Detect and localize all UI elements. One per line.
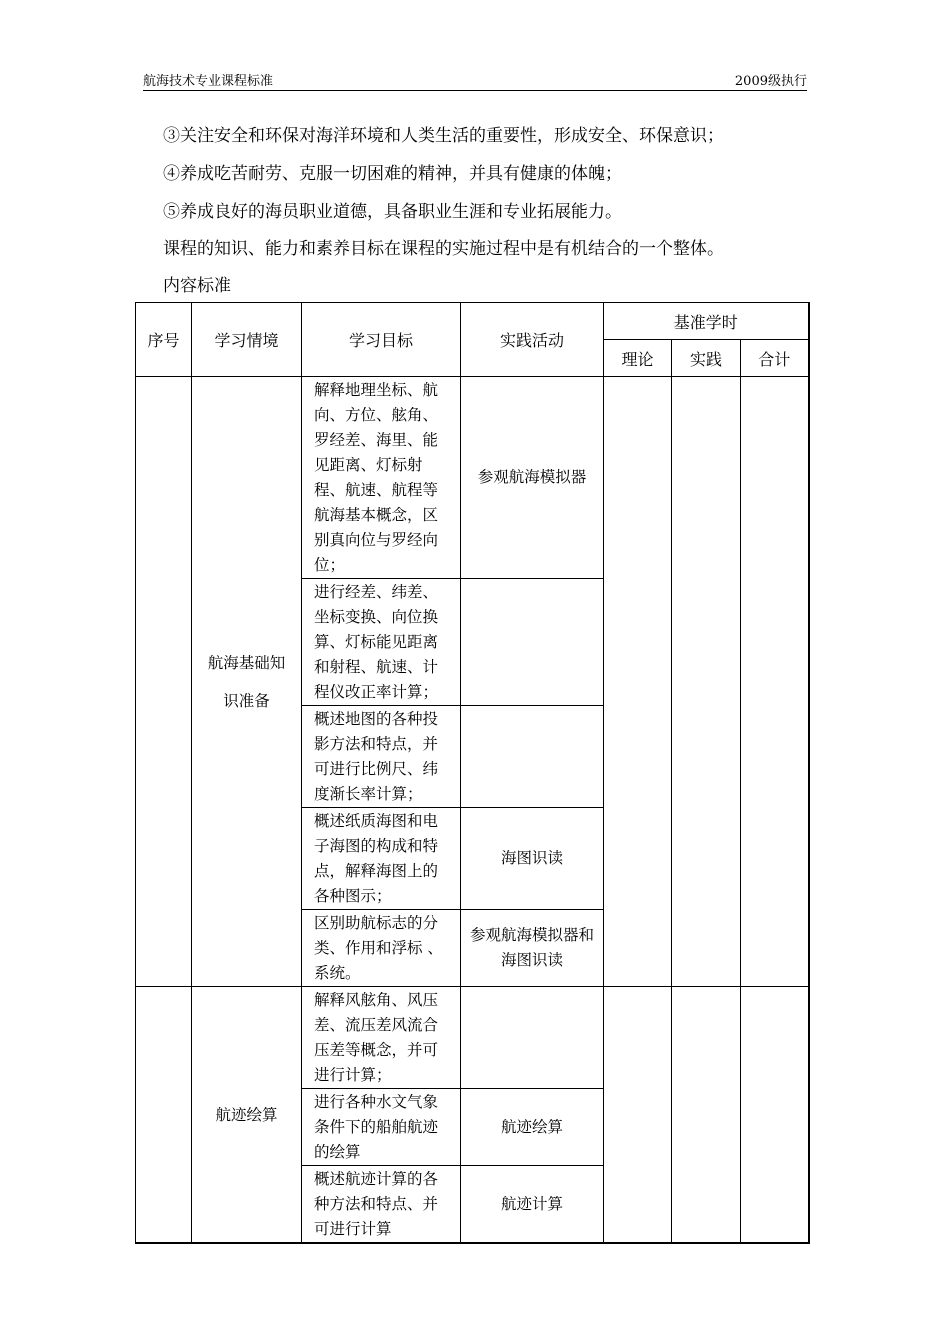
- header-no: 序号: [136, 303, 192, 377]
- paragraph-endurance: ④养成吃苦耐劳、克服一切困难的精神，并具有健康的体魄；: [163, 164, 622, 184]
- situation-line: 识准备: [223, 691, 270, 710]
- theory-hours-cell: [604, 987, 672, 1244]
- section-title-content-standard: 内容标准: [163, 276, 231, 296]
- activity-cell: 参观航海模拟器和海图识读: [461, 910, 604, 987]
- total-hours-cell: [741, 987, 809, 1244]
- situation-cell: [192, 987, 302, 1244]
- goal-cell: 区别助航标志的分类、作用和浮标 、 系统。: [302, 910, 461, 987]
- situation-line: 航海基础知: [207, 653, 286, 672]
- activity-cell: [461, 579, 604, 706]
- header-total: 合计: [741, 340, 809, 377]
- goal-cell: 进行经差、纬差、坐标变换、向位换算、灯标能见距离和射程、航速、计程仪改正率计算；: [302, 579, 461, 706]
- goal-cell: 概述航迹计算的各种方法和特点、并可进行计算: [302, 1166, 461, 1244]
- table-row: [136, 987, 809, 1089]
- paragraph-ethics: ⑤养成良好的海员职业道德，具备职业生涯和专业拓展能力。: [163, 202, 622, 222]
- header-situation: 学习情境: [192, 303, 302, 377]
- header-goal: 学习目标: [302, 303, 461, 377]
- row-number-cell: [136, 377, 192, 987]
- header-course-title: 航海技术专业课程标准: [143, 74, 274, 89]
- content-standard-table: [135, 302, 810, 1244]
- header-practice: 实践: [672, 340, 741, 377]
- page-header: [143, 66, 807, 91]
- header-edition: 2009级执行: [734, 74, 807, 89]
- paragraph-safety: ③关注安全和环保对海洋环境和人类生活的重要性，形成安全、环保意识；: [163, 126, 724, 146]
- goal-cell: 解释风舷角、风压差、流压差风流合压差等概念，并可进行计算；: [302, 987, 461, 1089]
- header-hours: 基准学时: [604, 303, 809, 340]
- activity-cell: [461, 706, 604, 808]
- header-activity: 实践活动: [461, 303, 604, 377]
- activity-cell: [461, 987, 604, 1089]
- activity-cell: 参观航海模拟器: [461, 377, 604, 579]
- practice-hours-cell: [672, 987, 741, 1244]
- activity-cell: 航迹计算: [461, 1166, 604, 1244]
- total-hours-cell: [741, 377, 809, 987]
- goal-cell: 概述地图的各种投影方法和特点，并可进行比例尺、纬度渐长率计算；: [302, 706, 461, 808]
- header-theory: 理论: [604, 340, 672, 377]
- goal-cell: 解释地理坐标、航向、方位、舷角、罗经差、海里、能见距离、灯标射程、航速、航程等航海基本概念，区别真向位与罗经向位；: [302, 377, 461, 579]
- situation-cell: [192, 377, 302, 987]
- activity-cell: 海图识读: [461, 808, 604, 910]
- activity-cell: 航迹绘算: [461, 1089, 604, 1166]
- row-number-cell: [136, 987, 192, 1244]
- paragraph-integration: 课程的知识、能力和素养目标在课程的实施过程中是有机结合的一个整体。: [163, 239, 724, 259]
- goal-cell: 进行各种水文气象条件下的船舶航迹的绘算: [302, 1089, 461, 1166]
- theory-hours-cell: [604, 377, 672, 987]
- practice-hours-cell: [672, 377, 741, 987]
- situation-line: 航迹绘算: [215, 1105, 278, 1124]
- goal-cell: 概述纸质海图和电子海图的构成和特点，解释海图上的各种图示；: [302, 808, 461, 910]
- table-row: [136, 377, 809, 579]
